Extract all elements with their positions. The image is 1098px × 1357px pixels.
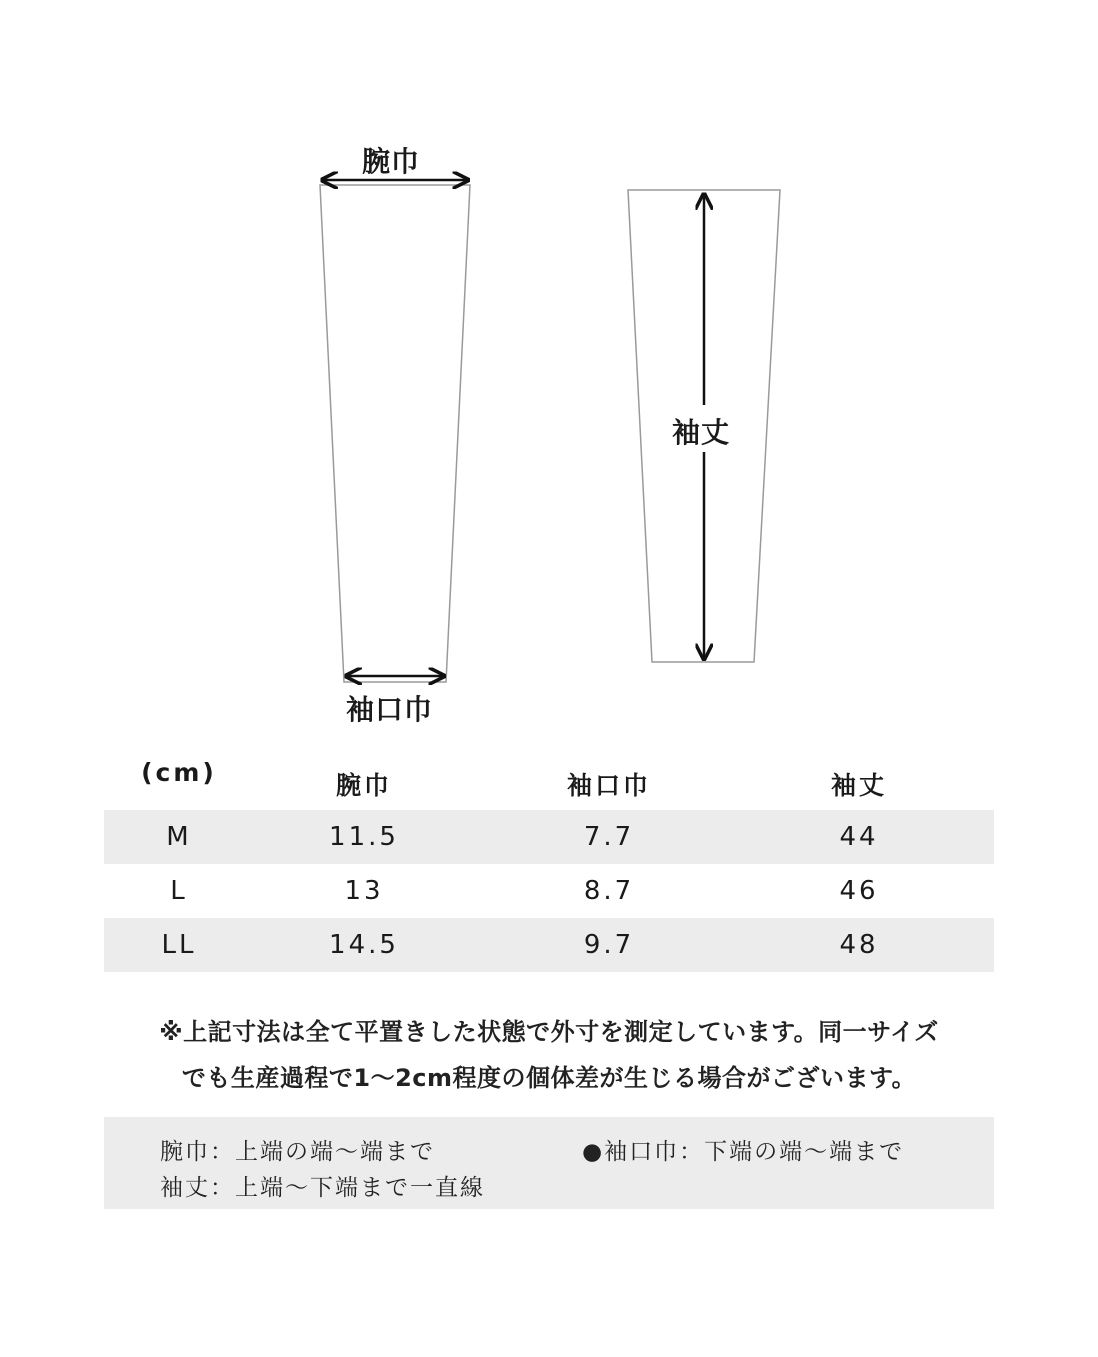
cuff-width-cell: 7.7 xyxy=(583,822,635,852)
table-row xyxy=(104,810,994,864)
note-line-1: ※上記寸法は全て平置きした状態で外寸を測定しています。同一サイズ xyxy=(159,1018,939,1046)
definition-arm-width: 腕巾：上端の端〜端まで xyxy=(160,1139,435,1165)
sleeve-length-label: 袖丈 xyxy=(672,416,731,449)
arm-width-label: 腕巾 xyxy=(362,145,421,178)
arm-width-cell: 14.5 xyxy=(329,930,399,960)
arm-width-cell: 11.5 xyxy=(329,822,399,852)
header-sleeve-length: 袖丈 xyxy=(830,771,887,800)
cuff-width-cell: 8.7 xyxy=(583,876,635,906)
table-header-row xyxy=(104,752,994,810)
unit-label: (cm) xyxy=(141,758,217,787)
sleeve-length-cell: 48 xyxy=(839,930,879,960)
definition-cuff-width: ●袖口巾：下端の端〜端まで xyxy=(582,1139,905,1165)
cuff-width-cell: 9.7 xyxy=(583,930,635,960)
cuff-width-label: 袖口巾 xyxy=(346,693,434,726)
measurement-definitions xyxy=(104,1117,994,1209)
header-arm-width: 腕巾 xyxy=(335,771,392,800)
sleeve-length-cell: 44 xyxy=(839,822,879,852)
table-row xyxy=(104,918,994,972)
size-cell: M xyxy=(166,822,192,852)
note-line-2: でも生産過程で1〜2cm程度の個体差が生じる場合がございます。 xyxy=(181,1064,917,1092)
sleeve-length-cell: 46 xyxy=(839,876,879,906)
header-cuff-width: 袖口巾 xyxy=(566,771,651,800)
size-table xyxy=(104,752,994,972)
sleeve-outline-left xyxy=(320,185,470,682)
arm-width-cell: 13 xyxy=(344,876,384,906)
size-cell: LL xyxy=(161,930,197,960)
table-row xyxy=(104,864,994,918)
size-cell: L xyxy=(170,876,188,906)
definition-sleeve-length: 袖丈：上端〜下端まで一直線 xyxy=(160,1175,485,1201)
